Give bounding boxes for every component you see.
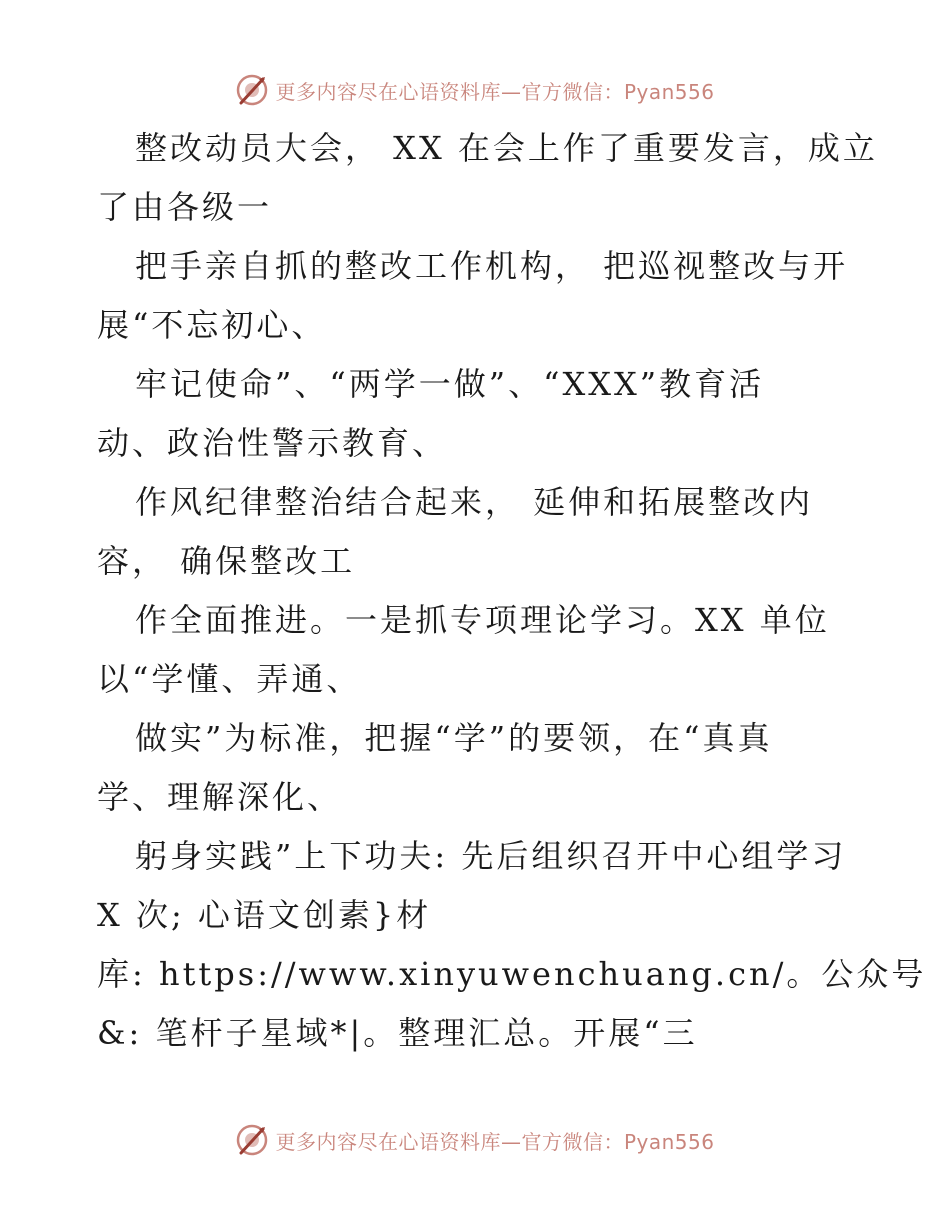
- text-line: 做实”为标准，把握“学”的要领，在“真真: [135, 719, 773, 757]
- header-watermark: [0, 70, 950, 110]
- text-line: 展“不忘初心、: [97, 306, 327, 344]
- text-line: 躬身实践”上下功夫: 先后组织召开中心组学习: [135, 837, 847, 875]
- text-line: 整改动员大会， XX 在会上作了重要发言，成立: [135, 129, 878, 167]
- text-line: 动、政治性警示教育、: [97, 424, 448, 462]
- text-line: 把手亲自抓的整改工作机构， 把巡视整改与开: [135, 247, 849, 285]
- footer-watermark: [0, 1120, 950, 1160]
- text-line: 作风纪律整治结合起来， 延伸和拓展整改内: [135, 483, 814, 521]
- watermark-text: 更多内容尽在心语资料库—官方微信：Pyan556: [275, 1129, 715, 1154]
- quill-seal-icon: [235, 1123, 269, 1157]
- text-line: X 次; 心语文创素}材: [97, 896, 432, 934]
- text-line: 库: https://www.xinyuwenchuang.cn/。公众号: [97, 955, 927, 993]
- text-line: 容， 确保整改工: [97, 542, 356, 580]
- quill-seal-icon: [235, 73, 269, 107]
- text-line: 作全面推进。一是抓专项理论学习。XX 单位: [135, 601, 830, 639]
- text-line: 学、理解深化、: [97, 778, 343, 816]
- text-line: &: 笔杆子星域*|。整理汇总。开展“三: [97, 1014, 698, 1052]
- watermark-text: 更多内容尽在心语资料库—官方微信：Pyan556: [275, 79, 715, 104]
- text-line: 以“学懂、弄通、: [97, 660, 362, 698]
- document-body: [97, 119, 927, 1063]
- text-line: 牢记使命”、“两学一做”、“XXX”教育活: [135, 365, 765, 403]
- text-line: 了由各级一: [97, 188, 273, 226]
